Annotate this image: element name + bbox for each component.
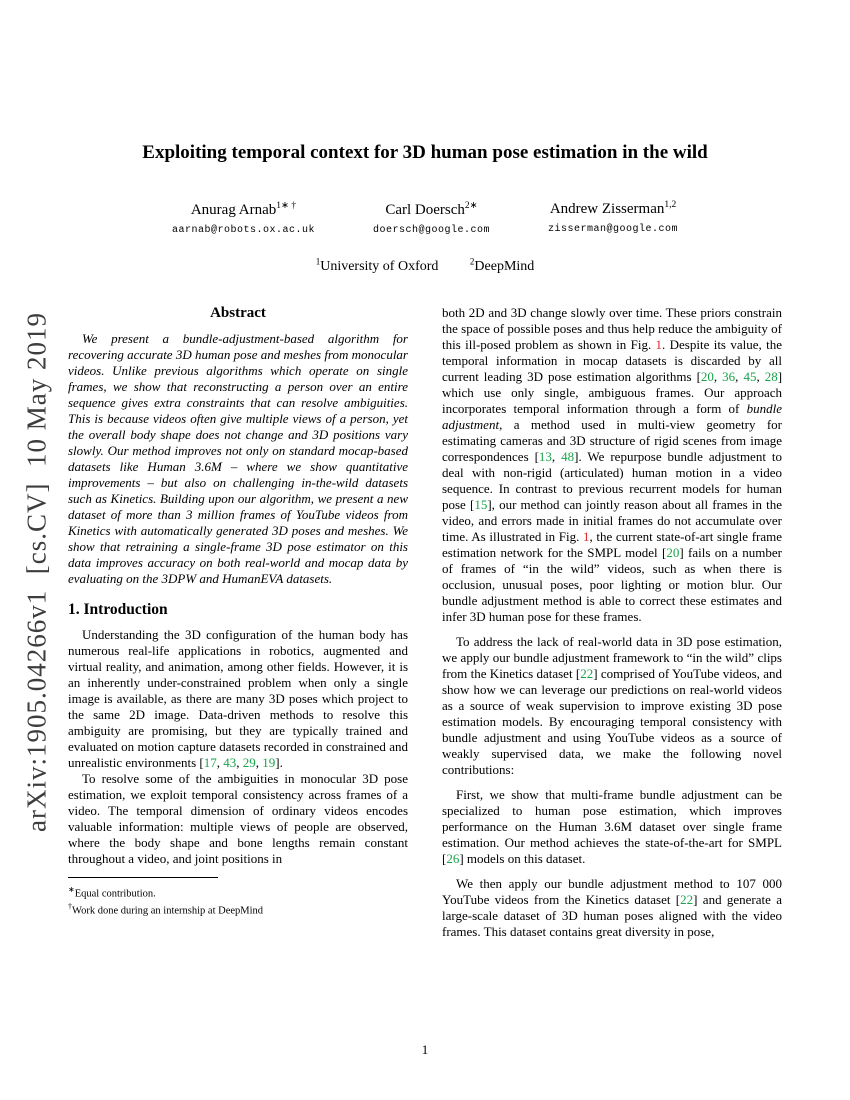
figure-reference[interactable]: 1	[655, 336, 663, 352]
right-column-paragraph-3: First, we show that multi-frame bundle adjustment can be specialized to human pose estimation, which improves performance on the Human 3.6M dataset over single frame estimation. Our method achieves the state-of-the-art for SMPL [26] models on this dataset.	[442, 786, 782, 866]
affiliation-marker: 1	[315, 256, 321, 266]
citation-link[interactable]: 45	[743, 368, 757, 384]
author-email: doersch@google.com	[372, 225, 491, 236]
abstract-heading: Abstract	[210, 304, 266, 321]
page-number: 1	[421, 1042, 429, 1057]
right-column	[442, 305, 782, 940]
citation-link[interactable]: 19	[262, 754, 276, 770]
footnote-equal-contribution	[68, 883, 408, 901]
citation-link[interactable]: 17	[203, 754, 217, 770]
citation-link[interactable]: 26	[446, 850, 460, 866]
footnote-marker: ∗	[68, 884, 75, 894]
footnote-block	[68, 877, 408, 918]
citation-link[interactable]: 36	[722, 368, 736, 384]
citation-link[interactable]: 28	[764, 368, 778, 384]
affiliation-name: University of Oxford	[320, 258, 439, 274]
right-column-paragraph-4: We then apply our bundle adjustment method to 107 000 YouTube videos from the Kinetics dataset [22] and generate a large-scale dataset of 3D human poses aligned with the video frames. This dataset contains great diversity in pose,	[442, 875, 783, 939]
author-name	[548, 200, 678, 218]
citation-link[interactable]: 20	[666, 544, 680, 560]
citation-link[interactable]: 20	[700, 368, 714, 384]
arxiv-watermark: arXiv:1905.04266v1 [cs.CV] 10 May 2019	[21, 312, 52, 832]
author-name-text: Andrew Zisserman	[549, 201, 665, 217]
right-column-paragraph-1: both 2D and 3D change slowly over time. These priors constrain the space of possible poses and thus help reduce the ambiguity of this ill-posed problem as shown in Fig. 1. Despite its value, the temporal information in mocap datasets is discarded by all current leading 3D pose estimation algorithms [20, 36, 45, 28] which use only single, ambiguous frames. Our approach incorporates temporal information through a form of bundle adjustment, a method used in multi-view geometry for estimating cameras and 3D structure of rigid scenes from image correspondences [13, 48]. We repurpose bundle adjustment to deal with non-rigid (articulated) human motion in a video sequence. In contrast to previous recurrent models for human pose [15], our method can jointly reason about all frames in the video, and errors made in initial frames do not accumulate over time. As illustrated in Fig. 1, the current state-of-art single frame estimation network for the SMPL model [20] fails on a number of frames of “in the wild” videos, such as when there is occlusion, unusual poses, poor lighting or motion blur. Our bundle adjustment method is able to correct these estimates and infer 3D human pose for these frames.	[442, 304, 783, 624]
author-email: aarnab@robots.ox.ac.uk	[171, 225, 315, 236]
footnote-text: Work done during an internship at DeepMind	[72, 905, 264, 917]
left-column	[68, 305, 408, 940]
citation-link[interactable]: 13	[538, 448, 552, 464]
footnote-rule	[68, 877, 218, 878]
author-affiliation-marker: 2∗	[464, 201, 478, 211]
citation-link[interactable]: 29	[242, 754, 256, 770]
author-name-text: Carl Doersch	[385, 202, 465, 218]
author-name	[172, 200, 315, 219]
affiliation-2	[469, 256, 535, 274]
author-2	[373, 200, 490, 236]
intro-paragraph-2: To resolve some of the ambiguities in monocular 3D pose estimation, we exploit temporal consistency across frames of a video. The temporal dimension of ordinary videos encodes valuable information: multiple views of people are observed, where the body shape and bone lengths remain constant throughout a video, and joint positions in	[68, 770, 408, 866]
author-email: zisserman@google.com	[548, 224, 679, 235]
citation-link[interactable]: 22	[580, 665, 594, 681]
intro-paragraph-1: Understanding the 3D configuration of the human body has numerous real-life applications in robotics, augmented and virtual reality, and animation, among other fields. However, it is an inherently under-constrained problem when only a single image is available, as there are many 3D poses which project to the same 2D image. Data-driven methods to resolve this ambiguity are promising, but they are typically trained and evaluated on motion capture datasets recorded in constrained and unrealistic environments [17, 43, 29, 19].	[68, 626, 408, 770]
right-column-paragraph-2: To address the lack of real-world data in 3D pose estimation, we apply our bundle adjustment framework to “in the wild” clips from the Kinetics dataset [22] comprised of YouTube videos, and show how we can leverage our predictions on real-world videos as a source of weak supervision to improve existing 3D pose estimation models. By encouraging temporal consistency with bundle adjustment and using YouTube videos as a source of weakly supervised data, we make the following novel contributions:	[442, 633, 782, 777]
author-block	[0, 200, 850, 236]
affiliation-1	[315, 256, 439, 274]
citation-link[interactable]: 43	[223, 754, 237, 770]
author-1	[172, 200, 315, 236]
author-3	[548, 200, 678, 236]
abstract-text: We present a bundle-adjustment-based algorithm for recovering accurate 3D human pose and meshes from monocular videos. Unlike previous algorithms which operate on single frames, we show that reconstructing a person over an entire sequence gives extra constraints that can resolve ambiguities. This is because videos often give multiple views of a person, yet the overall body shape does not change and 3D positions vary slowly. Our method improves not only on standard mocap-based datasets like Human 3.6M – where we show quantitative improvements – but also on challenging in-the-wild datasets such as Kinetics. Building upon our algorithm, we present a new dataset of more than 3 million frames of YouTube videos from Kinetics with automatically generated 3D poses and meshes. We show that retraining a single-frame 3D pose estimator on this data improves accuracy on both real-world and mocap data by evaluating on the 3DPW and HumanEVA datasets.	[68, 330, 408, 586]
author-name-text: Anurag Arnab	[190, 202, 277, 218]
section-heading-introduction: 1. Introduction	[68, 600, 168, 618]
footnote-text: Equal contribution.	[74, 888, 156, 900]
author-affiliation-marker: 1,2	[664, 200, 677, 210]
figure-reference[interactable]: 1	[582, 528, 590, 544]
footnote-marker: †	[68, 902, 72, 912]
citation-link[interactable]: 48	[561, 448, 575, 464]
two-column-body	[68, 305, 782, 940]
citation-link[interactable]: 15	[474, 496, 488, 512]
footnote-internship	[68, 900, 408, 918]
affiliation-line	[0, 256, 850, 275]
author-affiliation-marker: 1∗ †	[276, 201, 297, 211]
citation-link[interactable]: 22	[680, 891, 694, 907]
affiliation-name: DeepMind	[474, 258, 535, 274]
affiliation-marker: 2	[469, 256, 475, 266]
author-name	[373, 200, 490, 219]
paper-title: Exploiting temporal context for 3D human pose estimation in the wild	[142, 142, 708, 163]
